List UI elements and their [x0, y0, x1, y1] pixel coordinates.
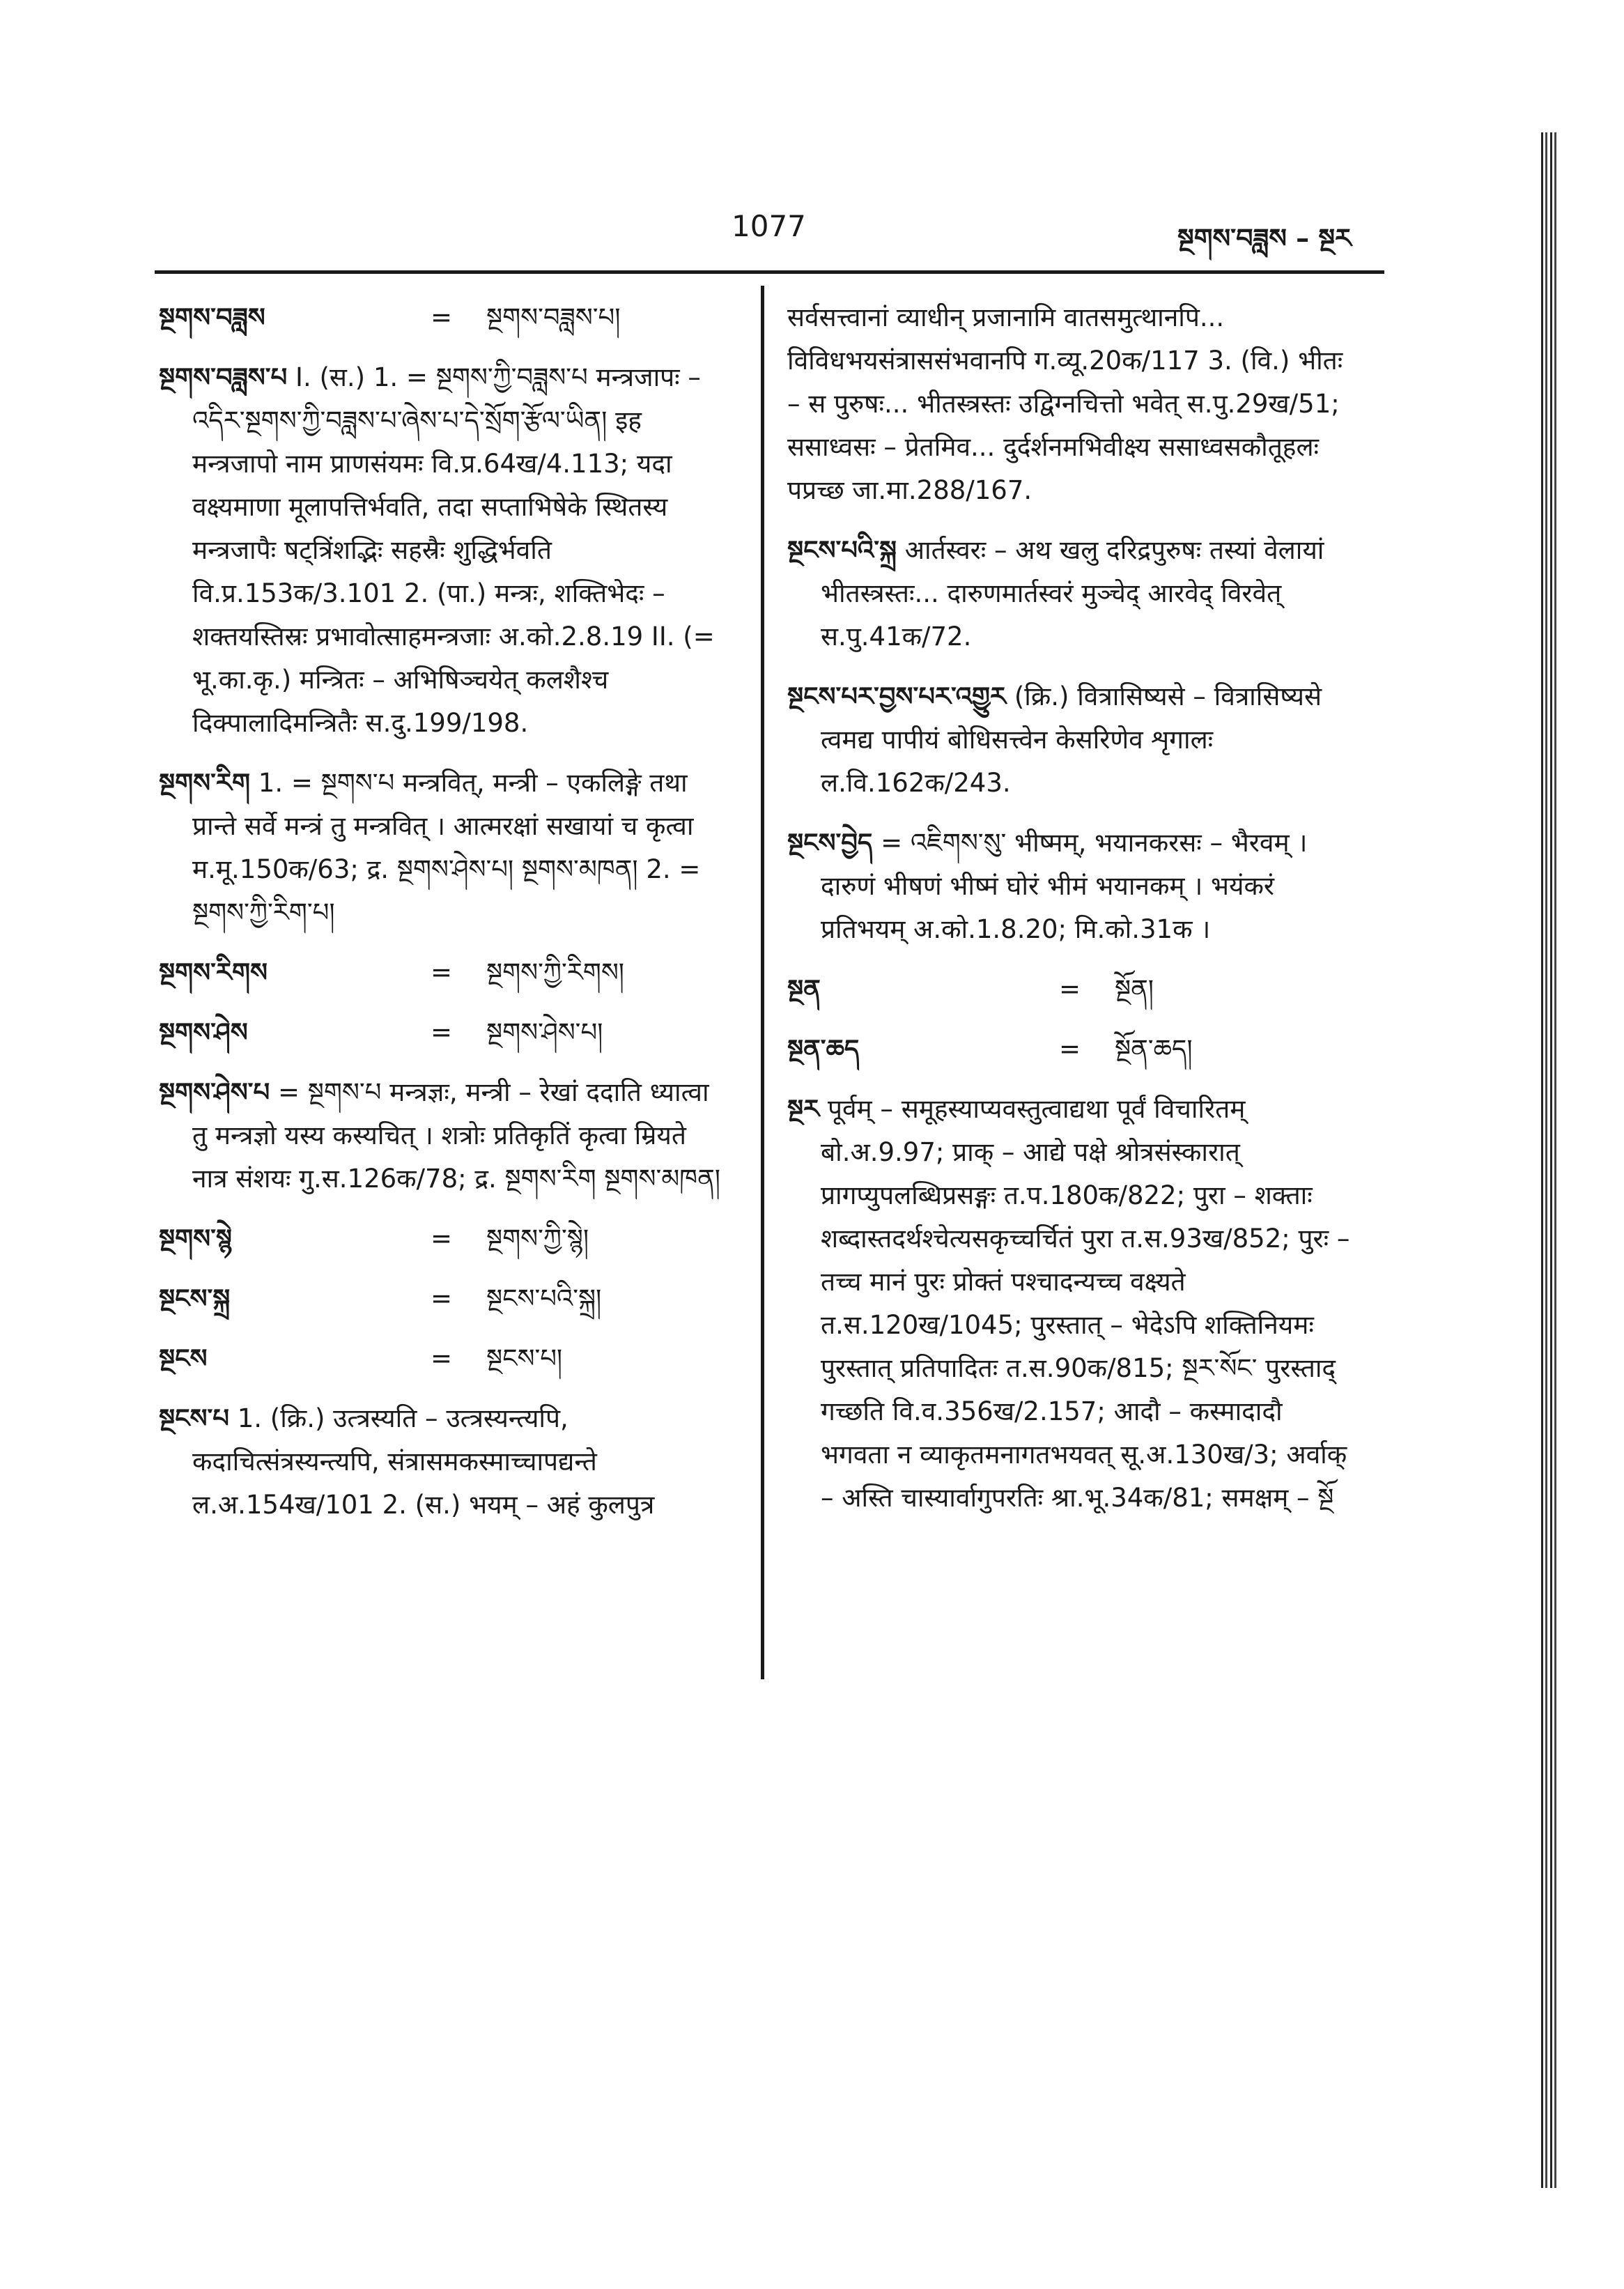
- equals-sign: =: [1059, 974, 1081, 1004]
- entry-headword: སྔངས: [159, 1343, 208, 1373]
- left-column: [159, 296, 723, 1543]
- dictionary-xref: [159, 1337, 723, 1380]
- dictionary-entry: [787, 529, 1352, 658]
- entry-headword: སྔངས་པའི་སྐྲ: [787, 535, 897, 565]
- dictionary-entry: [787, 1088, 1352, 1520]
- dictionary-entry: [787, 822, 1352, 951]
- xref-target: སྔོན།: [1115, 974, 1154, 1004]
- equals-sign: =: [431, 1224, 453, 1254]
- xref-target: སྔངས་པ།: [486, 1343, 563, 1373]
- xref-target: སྔགས་བཟླས་པ།: [486, 302, 621, 332]
- entry-headword: སྔགས་རིག: [159, 768, 251, 798]
- xref-target: སྔགས་ཀྱི་སྙེ།: [486, 1224, 589, 1254]
- column-divider: [761, 286, 764, 1679]
- dictionary-xref: [787, 1028, 1352, 1071]
- dictionary-entry: [159, 1071, 723, 1201]
- equals-sign: =: [431, 957, 453, 987]
- entry-body: = འཇིགས་སུ་ भीष्मम्, भयानकरसः – भैरवम् । दारुणं भीषणं भीष्मं घोरं भीमं भयानकम् । भयंकरं प्रतिभयम् अ.को.1.8.20; मि.को.31क ।: [821, 828, 1308, 944]
- xref-target: སྔགས་ཤེས་པ།: [486, 1017, 603, 1047]
- entry-headword: སྔན་ཆད: [787, 1034, 860, 1064]
- entry-headword: སྔངས་པར་བྱས་པར་འགྱུར: [787, 681, 1007, 711]
- dictionary-entry: [159, 356, 723, 745]
- entry-headword: སྔགས་བཟླས: [159, 302, 265, 332]
- entry-headword: སྔགས་བཟླས་པ: [159, 362, 288, 392]
- running-head: སྔགས་བཟླས – སྔར: [1177, 223, 1352, 254]
- dictionary-xref: [159, 296, 723, 339]
- entry-headword: སྔངས་སྐྲ: [159, 1284, 231, 1313]
- equals-sign: =: [1059, 1034, 1081, 1064]
- xref-target: སྔགས་ཀྱི་རིགས།: [486, 957, 625, 987]
- dictionary-entry: [159, 1397, 723, 1527]
- equals-sign: =: [431, 302, 453, 332]
- xref-target: སྔོན་ཆད།: [1115, 1034, 1193, 1064]
- entry-body: 1. (क्रि.) उत्त्रस्यति – उत्त्रस्यन्त्यपि, कदाचित्संत्रस्यन्त्यपि, संत्रासमकस्माच्चापद्यन्ते ल.अ.154ख/101 2. (स.) भयम् – अहं कुलपुत्र: [192, 1403, 655, 1520]
- entry-headword: སྔར: [787, 1094, 820, 1124]
- entry-headword: སྔངས་པ: [159, 1403, 229, 1433]
- entry-body: (क्रि.) वित्रासिष्यसे – वित्रासिष्यसे त्वमद्य पापीयं बोधिसत्त्वेन केसरिणेव शृगालः ल.वि.162क/243.: [821, 681, 1322, 798]
- entry-body: = སྔགས་པ मन्त्रज्ञः, मन्त्री – रेखां ददाति ध्यात्वा तु मन्त्रज्ञो यस्य कस्यचित् । शत्रोः प्रतिकृतिं कृत्वा म्रियते नात्र संशयः गु.स.126क/78; द्र. སྔགས་རིག སྔགས་མཁན།: [192, 1077, 720, 1194]
- page-number: 1077: [732, 209, 806, 243]
- dictionary-xref: [159, 1217, 723, 1261]
- entry-headword: སྔངས་བྱེད: [787, 828, 873, 858]
- page-edge-band: [1541, 132, 1559, 2188]
- dictionary-entry: [159, 762, 723, 934]
- entry-headword: སྔགས་སྙེ: [159, 1224, 233, 1254]
- equals-sign: =: [431, 1343, 453, 1373]
- right-column: [787, 296, 1352, 1536]
- entry-headword: སྔགས་རིགས: [159, 957, 268, 987]
- dictionary-entry: [787, 675, 1352, 805]
- entry-body: आर्तस्वरः – अथ खलु दरिद्रपुरुषः तस्यां वेलायां भीतस्त्रस्तः... दारुणमार्तस्वरं मुञ्चेद् आरवेद् विरवेत् स.पु.41क/72.: [821, 535, 1324, 652]
- entry-body: 1. = སྔགས་པ मन्त्रवित्, मन्त्री – एकलिङ्गे तथा प्रान्ते सर्वे मन्त्रं तु मन्त्रवित् । आत्मरक्षां सखायां च कृत्वा म.मू.150क/63; द्र. སྔགས་ཤེས་པ། སྔགས་མཁན། 2. = སྔགས་ཀྱི་རིག་པ།: [192, 768, 701, 927]
- header-rule: [155, 270, 1384, 274]
- xref-target: སྔངས་པའི་སྐྲ།: [486, 1284, 602, 1313]
- equals-sign: =: [431, 1017, 453, 1047]
- entry-body: I. (स.) 1. = སྔགས་ཀྱི་བཟླས་པ मन्त्रजापः – འདིར་སྔགས་ཀྱི་བཟླས་པ་ཞེས་པ་དེ་སྲོག་རྩོལ་ཡིན། इह मन्त्रजापो नाम प्राणसंयमः वि.प्र.64ख/4.113; यदा वक्ष्यमाणा मूलापत्तिर्भवति, तदा सप्ताभिषेके स्थितस्य मन्त्रजापैः षट्त्रिंशद्भिः सहस्रैः शुद्धिर्भवति वि.प्र.153क/3.101 2. (पा.) मन्त्रः, शक्तिभेदः – शक्तयस्तिस्रः प्रभावोत्साहमन्त्रजाः अ.को.2.8.19 II. (= भू.का.कृ.) मन्त्रितः – अभिषिञ्चयेत् कलशैश्च दिक्पालादिमन्त्रितैः स.दु.199/198.: [192, 362, 715, 738]
- dictionary-xref: [159, 951, 723, 994]
- dictionary-xref: [159, 1011, 723, 1054]
- entry-continuation: [787, 296, 1352, 512]
- entry-headword: སྔན: [787, 974, 821, 1004]
- entry-body: सर्वसत्त्वानां व्याधीन् प्रजानामि वातसमुत्थानपि... विविधभयसंत्राससंभवानपि ग.व्यू.20क/117 3. (वि.) भीतः – स पुरुषः... भीतस्त्रस्तः उद्विग्नचित्तो भवेत् स.पु.29ख/51; ससाध्वसः – प्रेतमिव... दुर्दर्शनमभिवीक्ष्य ससाध्वसकौतूहलः पप्रच्छ जा.मा.288/167.: [787, 302, 1343, 505]
- entry-headword: སྔགས་ཤེས་པ: [159, 1077, 270, 1107]
- dictionary-xref: [159, 1277, 723, 1320]
- dictionary-xref: [787, 968, 1352, 1011]
- equals-sign: =: [431, 1284, 453, 1313]
- entry-body: पूर्वम् – समूहस्याप्यवस्तुत्वाद्यथा पूर्वं विचारितम् बो.अ.9.97; प्राक् – आद्ये पक्षे श्रोत्रसंस्कारात् प्रागप्युपलब्धिप्रसङ्गः त.प.180क/822; पुरा – शक्ताः शब्दास्तदर्थश्चेत्यसकृच्चर्चितं पुरा त.स.93ख/852; पुरः – तच्च मानं पुरः प्रोक्तं पश्चादन्यच्च वक्ष्यते त.स.120ख/1045; पुरस्तात् – भेदेऽपि शक्तिनियमः पुरस्तात् प्रतिपादितः त.स.90क/815; སྔར་སོང་ पुरस्ताद् गच्छति वि.व.356ख/2.157; आदौ – कस्मादादौ भगवता न व्याकृतमनागतभयवत् सू.अ.130ख/3; अर्वाक् – अस्ति चास्यार्वागुपरतिः श्रा.भू.34क/81; समक्षम् – སྔོ: [821, 1094, 1350, 1513]
- entry-headword: སྔགས་ཤེས: [159, 1017, 248, 1047]
